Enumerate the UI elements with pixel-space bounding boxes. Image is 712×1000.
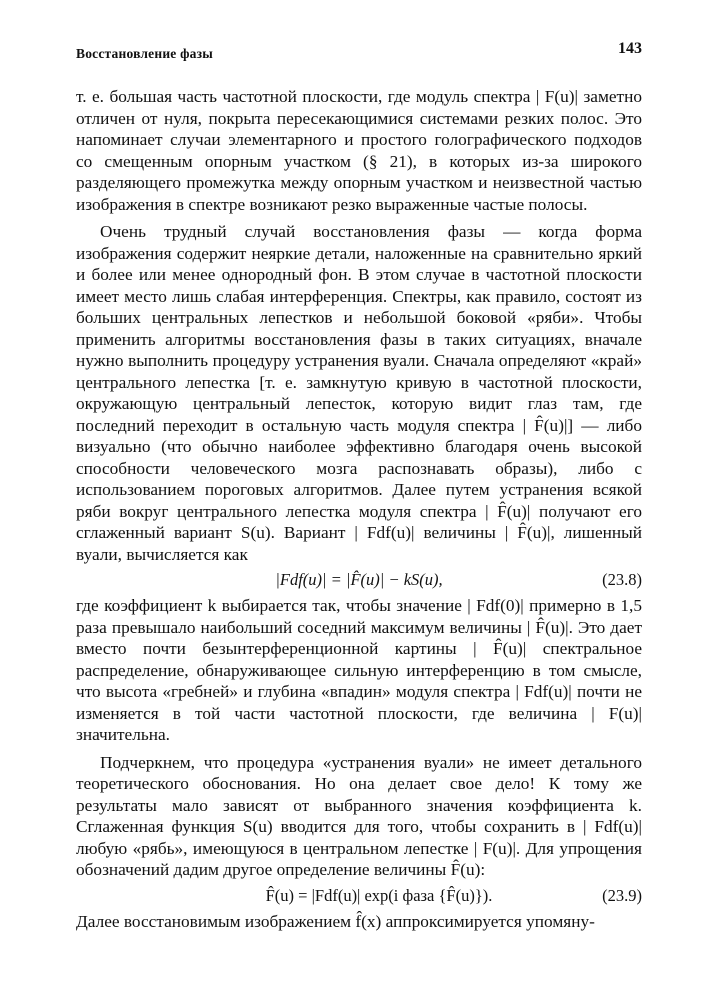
page-header	[76, 40, 642, 68]
formula-23-8-number: (23.8)	[602, 570, 642, 589]
paragraph-5: Далее восстановимым изображением f̂(x) аппроксимируется упомяну-	[76, 911, 595, 931]
formula-23-8-expression: |Fdf(u)| = |F̂(u)| − kS(u),	[275, 570, 443, 589]
paragraph-4: Подчеркнем, что процедура «устранения вуали» не имеет детального теоретического обоснования. Но она делает свое дело! К тому же результаты мало зависят от выбранного значения коэффициента k. Сглаженная функция S(u) вводится для того, чтобы сохранить в | Fdf(u)| любую «рябь», имеющуюся в центральном лепестке | F(u)|. Для упрощения обозначений дадим другое определение величины F̂(u):	[76, 752, 642, 879]
formula-23-9-number: (23.9)	[602, 885, 642, 905]
paragraph-3: где коэффициент k выбирается так, чтобы значение | Fdf(0)| примерно в 1,5 раза превышало наибольший соседний максимум величины | F̂(u)|. Это дает вместо почти безынтерференционной картины | F̂(u)| спектральное распределение, обнаруживающее сильную интерференцию в том смысле, что высота «гребней» и глубина «впадин» модуля спектра | Fdf(u)| почти не изменяется в той части частотной плоскости, где величина | F(u)| значительна.	[76, 596, 642, 744]
page-body	[76, 86, 642, 932]
paragraph-1: т. е. большая часть частотной плоскости, где модуль спектра | F(u)| заметно отличен от нуля, покрыта пересекающимися системами резких полос. Это напоминает случаи элементарного и простого голографического подходов со смещенным опорным участком (§ 21), в которых из-за широкого разделяющего промежутка между опорным участком и неизвестной частью изображения в спектре возникают резко выраженные частые полосы.	[76, 87, 642, 214]
page-number: 143	[618, 40, 642, 57]
formula-23-9	[76, 883, 642, 909]
formula-23-8	[76, 567, 642, 593]
running-title: Восстановление фазы	[76, 46, 213, 61]
paragraph-2: Очень трудный случай восстановления фазы — когда форма изображения содержит неяркие детали, наложенные на сравнительно яркий и более или менее однородный фон. В этом случае в частотной плоскости имеет место лишь слабая интерференция. Спектры, как правило, состоят из больших центральных лепестков и небольшой боковой «ряби». Чтобы применить алгоритмы восстановления фазы в таких ситуациях, вначале нужно выполнить процедуру устранения вуали. Сначала определяют «край» центрального лепестка [т. е. замкнутую кривую в частотной плоскости, окружающую центральный лепесток, которую видит глаз там, где последний переходит в остальную часть модуля спектра | F̂(u)|] — либо визуально (что обычно наиболее эффективно благодаря очень высокой способности человеческого мозга распознавать образы), либо с использованием пороговых алгоритмов. Далее путем устранения всякой ряби вокруг центрального лепестка модуля спектра | F̂(u)| получают его сглаженный вариант S(u). Вариант | Fdf(u)| величины | F̂(u)|, лишенный вуали, вычисляется как	[76, 222, 642, 564]
formula-23-9-expression: F̂(u) = |Fdf(u)| exp(i фаза {F̂(u)}).	[265, 885, 493, 905]
